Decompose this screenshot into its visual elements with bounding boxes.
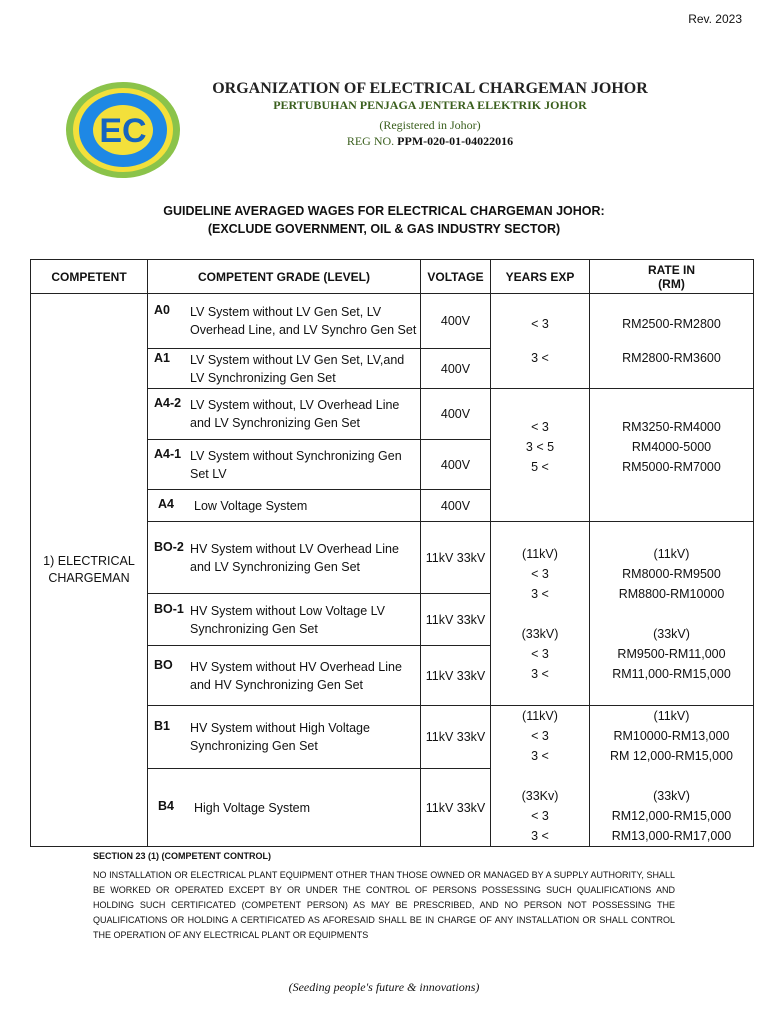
voltage-cell: 400V — [421, 440, 491, 490]
header-grade: COMPETENT GRADE (LEVEL) — [148, 260, 421, 294]
grade-code: BO — [154, 657, 173, 672]
wage-table — [30, 259, 754, 847]
header-years: YEARS EXP — [491, 260, 590, 294]
grade-code: A4 — [158, 496, 174, 511]
rate-cell: RM2500-RM2800 RM2800-RM3600 — [590, 294, 754, 389]
grade-code: A0 — [154, 303, 170, 317]
voltage-cell: 11kV 33kV — [421, 769, 491, 847]
header-rate: RATE IN (RM) — [590, 260, 754, 294]
voltage-cell: 11kV 33kV — [421, 594, 491, 646]
registered-note: (Registered in Johor) — [379, 118, 481, 132]
voltage-cell: 11kV 33kV — [421, 646, 491, 706]
header-competent: COMPETENT — [31, 260, 148, 294]
grade-description: HV System without Low Voltage LV Synchronizing Gen Set — [190, 603, 386, 636]
header-voltage: VOLTAGE — [421, 260, 491, 294]
organization-logo — [64, 80, 182, 180]
voltage-cell: 400V — [421, 349, 491, 389]
years-cell: (11kV) < 3 3 < (33kV) < 3 3 < — [491, 522, 590, 706]
years-cell: (11kV) < 3 3 < (33Kv) < 3 3 < — [491, 706, 590, 847]
grade-description: HV System without HV Overhead Line and HV Synchronizing Gen Set — [190, 659, 402, 692]
table-row — [31, 294, 754, 349]
grade-description: LV System without LV Gen Set, LV,and LV Synchronizing Gen Set — [190, 352, 405, 385]
grade-code: BO-1 — [154, 601, 184, 616]
voltage-cell: 11kV 33kV — [421, 522, 491, 594]
voltage-cell: 11kV 33kV — [421, 706, 491, 769]
voltage-cell: 400V — [421, 389, 491, 440]
competent-category: 1) ELECTRICAL CHARGEMAN — [31, 294, 148, 847]
grade-code: B1 — [154, 719, 170, 734]
grade-code: A4-1 — [154, 446, 182, 461]
document-subheading: (EXCLUDE GOVERNMENT, OIL & GAS INDUSTRY SECTOR) — [207, 222, 561, 236]
grade-description: HV System without High Voltage Synchronizing Gen Set — [190, 721, 370, 754]
table-header-row — [31, 260, 754, 294]
grade-description: LV System without Synchronizing Gen Set LV — [190, 448, 402, 481]
revision-label: Rev. 2023 — [688, 12, 742, 26]
voltage-cell: 400V — [421, 490, 491, 522]
grade-description: Low Voltage System — [194, 498, 308, 513]
grade-description: HV System without LV Overhead Line and LV Synchronizing Gen Set — [190, 541, 399, 574]
section-title: SECTION 23 (1) (COMPETENT CONTROL) — [93, 851, 272, 861]
grade-code: BO-2 — [154, 539, 184, 554]
grade-description: High Voltage System — [194, 800, 311, 815]
voltage-cell: 400V — [421, 294, 491, 349]
grade-code: A1 — [154, 350, 170, 365]
grade-description: LV System without, LV Overhead Line and LV Synchronizing Gen Set — [190, 398, 400, 430]
grade-code: A4-2 — [154, 396, 182, 410]
grade-description: LV System without LV Gen Set, LV Overhead Line, and LV Synchro Gen Set — [190, 305, 417, 337]
organization-title: ORGANIZATION OF ELECTRICAL CHARGEMAN JOHOR — [212, 80, 648, 97]
registration-number: REG NO. PPM-020-01-04022016 — [346, 134, 514, 148]
rate-cell: RM3250-RM4000 RM4000-5000 RM5000-RM7000 — [590, 389, 754, 522]
rate-cell: (11kV) RM10000-RM13,000 RM 12,000-RM15,000 (33kV) RM12,000-RM15,000 RM13,000-RM17,000 — [590, 706, 754, 847]
section-text: NO INSTALLATION OR ELECTRICAL PLANT EQUIPMENT OTHER THAN THOSE OWNED OR MANAGED BY A SUPPLY AUTHORITY, SHALL BE WORKED OR OPERATED EXCEPT BY OR UNDER THE CONTROL OF PERSONS POSSESSING SUCH QUALIFICATIONS AND HOLDING SUCH CERTIFICATED (COMPETENT PERSON) AS MAY BE PRESCRIBED, AND NO PERSON NOT POSSESSING THE QUALIFICATIONS OR HOLDING A CERTIFICATED AS AFORESAID SHALL BE IN CHARGE OF ANY INSTALLATION OR SHALL CONTROL THE OPERATION OF ANY ELECTRICAL PLANT OR EQUIPMENTS — [93, 870, 675, 940]
rate-cell: (11kV) RM8000-RM9500 RM8800-RM10000 (33kV) RM9500-RM11,000 RM11,000-RM15,000 — [590, 522, 754, 706]
years-cell: < 3 3 < 5 5 < — [491, 389, 590, 522]
organization-subtitle: PERTUBUHAN PENJAGA JENTERA ELEKTRIK JOHOR — [273, 98, 587, 112]
svg-text:EC: EC — [99, 112, 147, 150]
years-cell: < 3 3 < — [491, 294, 590, 389]
footer-motto: (Seeding people's future & innovations) — [288, 980, 480, 994]
grade-code: B4 — [158, 798, 174, 813]
document-heading: GUIDELINE AVERAGED WAGES FOR ELECTRICAL CHARGEMAN JOHOR: — [163, 204, 605, 218]
